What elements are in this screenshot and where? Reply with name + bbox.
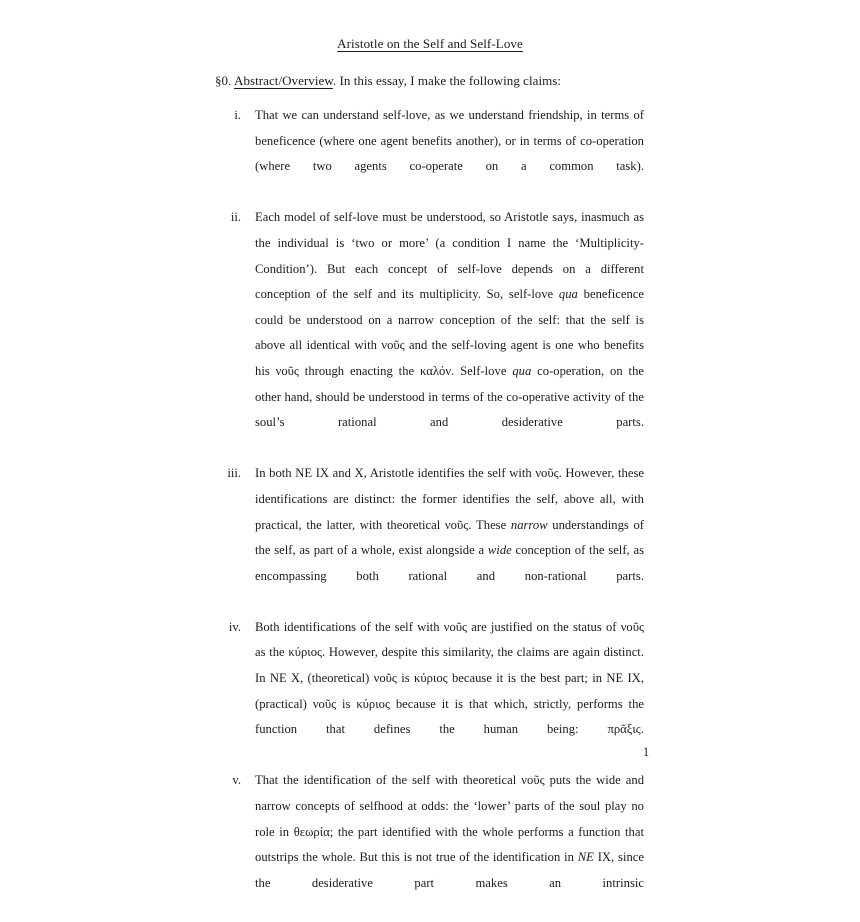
text-run: puts the wide and narrow concepts of selfhood at odds: the ‘lower’ parts of the soul play no role in xyxy=(255,773,645,839)
text-run: through enacting the xyxy=(298,363,421,378)
text-run: . These xyxy=(468,517,511,532)
greek-term: κύριος xyxy=(288,645,323,660)
text-run: as the xyxy=(255,645,289,660)
text-run: . However, despite this similarity, the claims are again distinct. In NE X, (theoretical) xyxy=(255,645,644,686)
page-number: 1 xyxy=(642,745,650,759)
emphasised-term: narrow xyxy=(510,517,548,532)
greek-term: κύριος xyxy=(413,671,448,686)
emphasised-term: NE xyxy=(577,850,594,865)
greek-term: νοῦς xyxy=(620,619,644,634)
greek-term: νοῦς xyxy=(275,363,299,378)
greek-term: νοῦς xyxy=(373,671,397,686)
greek-term: νοῦς xyxy=(444,517,469,532)
text-run: because it is that which, strictly, performs the function that defines the human being: xyxy=(255,696,644,737)
greek-term: πρᾶξις xyxy=(607,722,641,737)
claim-text xyxy=(255,461,644,615)
claim-marker: iii. xyxy=(227,466,241,481)
claim-marker: iv. xyxy=(228,619,241,634)
text-run: Both identifications of the self with xyxy=(255,619,444,634)
text-run: . Self-love xyxy=(451,363,513,378)
greek-term: κύριος xyxy=(356,696,390,711)
text-run: understandings of the self, as part of a whole, exist alongside a xyxy=(255,517,644,558)
text-run: . However, these identifications are distinct: the former identifies the self, above all, with practical, the latter, with theoretical xyxy=(255,466,644,532)
claim-marker: ii. xyxy=(230,210,241,225)
greek-term: καλόν xyxy=(420,363,452,378)
claim-item xyxy=(0,205,860,461)
claim-text xyxy=(255,205,644,461)
section-lead-in: . In this essay, I make the following claims: xyxy=(332,73,562,88)
claim-item xyxy=(0,768,860,922)
text-run: That the identification of the self with theoretical xyxy=(255,773,522,788)
text-run: In both NE IX and X, Aristotle identifies the self with xyxy=(255,466,536,481)
claim-marker: i. xyxy=(234,108,241,122)
text-run: is xyxy=(336,696,357,711)
section-heading xyxy=(0,50,860,87)
greek-term: νοῦς xyxy=(381,338,405,353)
text-run: conception of the self, as encompassing both rational and non-rational parts. xyxy=(255,543,644,583)
emphasised-term: qua xyxy=(558,287,578,302)
text-run: IX, since the desiderative part makes an intrinsic xyxy=(255,850,644,890)
section-heading-label: Abstract/Overview xyxy=(234,73,333,88)
greek-term: νοῦς xyxy=(521,773,545,788)
text-run: beneficence could be understood on a narrow conception of the self: that the self is above all identical with xyxy=(255,287,644,353)
emphasised-term: qua xyxy=(512,363,532,378)
text-run: ; the part identified with the whole performs a function that outstrips the whole. But this is not true of the identification in xyxy=(255,824,645,865)
text-run: and the self-loving agent is one who benefits his xyxy=(255,338,644,378)
claim-item xyxy=(0,103,860,205)
text-run: are justified on the status of xyxy=(467,619,621,634)
greek-term: νοῦς xyxy=(535,466,559,481)
page-title xyxy=(0,0,860,50)
page-title-text: Aristotle on the Self and Self-Love xyxy=(337,36,523,51)
emphasised-term: wide xyxy=(487,543,512,558)
text-run: That we can understand self-love, as we understand friendship, in terms of beneficence (where one agent benefits another), or in terms of co-operation (where two agents co-operate on a common task). xyxy=(255,108,644,174)
text-run: co-operation, on the other hand, should be understood in terms of the co-operative activity of the soul’s rational and desiderative parts. xyxy=(255,363,645,430)
claim-text xyxy=(255,768,644,922)
claim-item xyxy=(0,461,860,615)
text-run: because it is the best part; in NE IX, (practical) xyxy=(255,671,644,711)
greek-term: νοῦς xyxy=(312,696,337,711)
greek-term: θεωρία xyxy=(293,824,330,839)
text-run: Each model of self-love must be understood, so Aristotle says, inasmuch as the individual is ‘two or more’ (a condition I name the ‘Multiplicity-Condition’). But each concept of self-love depends on a different conception of the self and its multiplicity. So, self-love xyxy=(255,210,644,302)
greek-term: νοῦς xyxy=(443,619,468,634)
claim-marker: v. xyxy=(232,773,241,788)
text-run: is xyxy=(396,671,414,686)
claim-text xyxy=(255,103,644,205)
text-run: . xyxy=(640,722,644,737)
section-number: §0. xyxy=(215,73,232,88)
